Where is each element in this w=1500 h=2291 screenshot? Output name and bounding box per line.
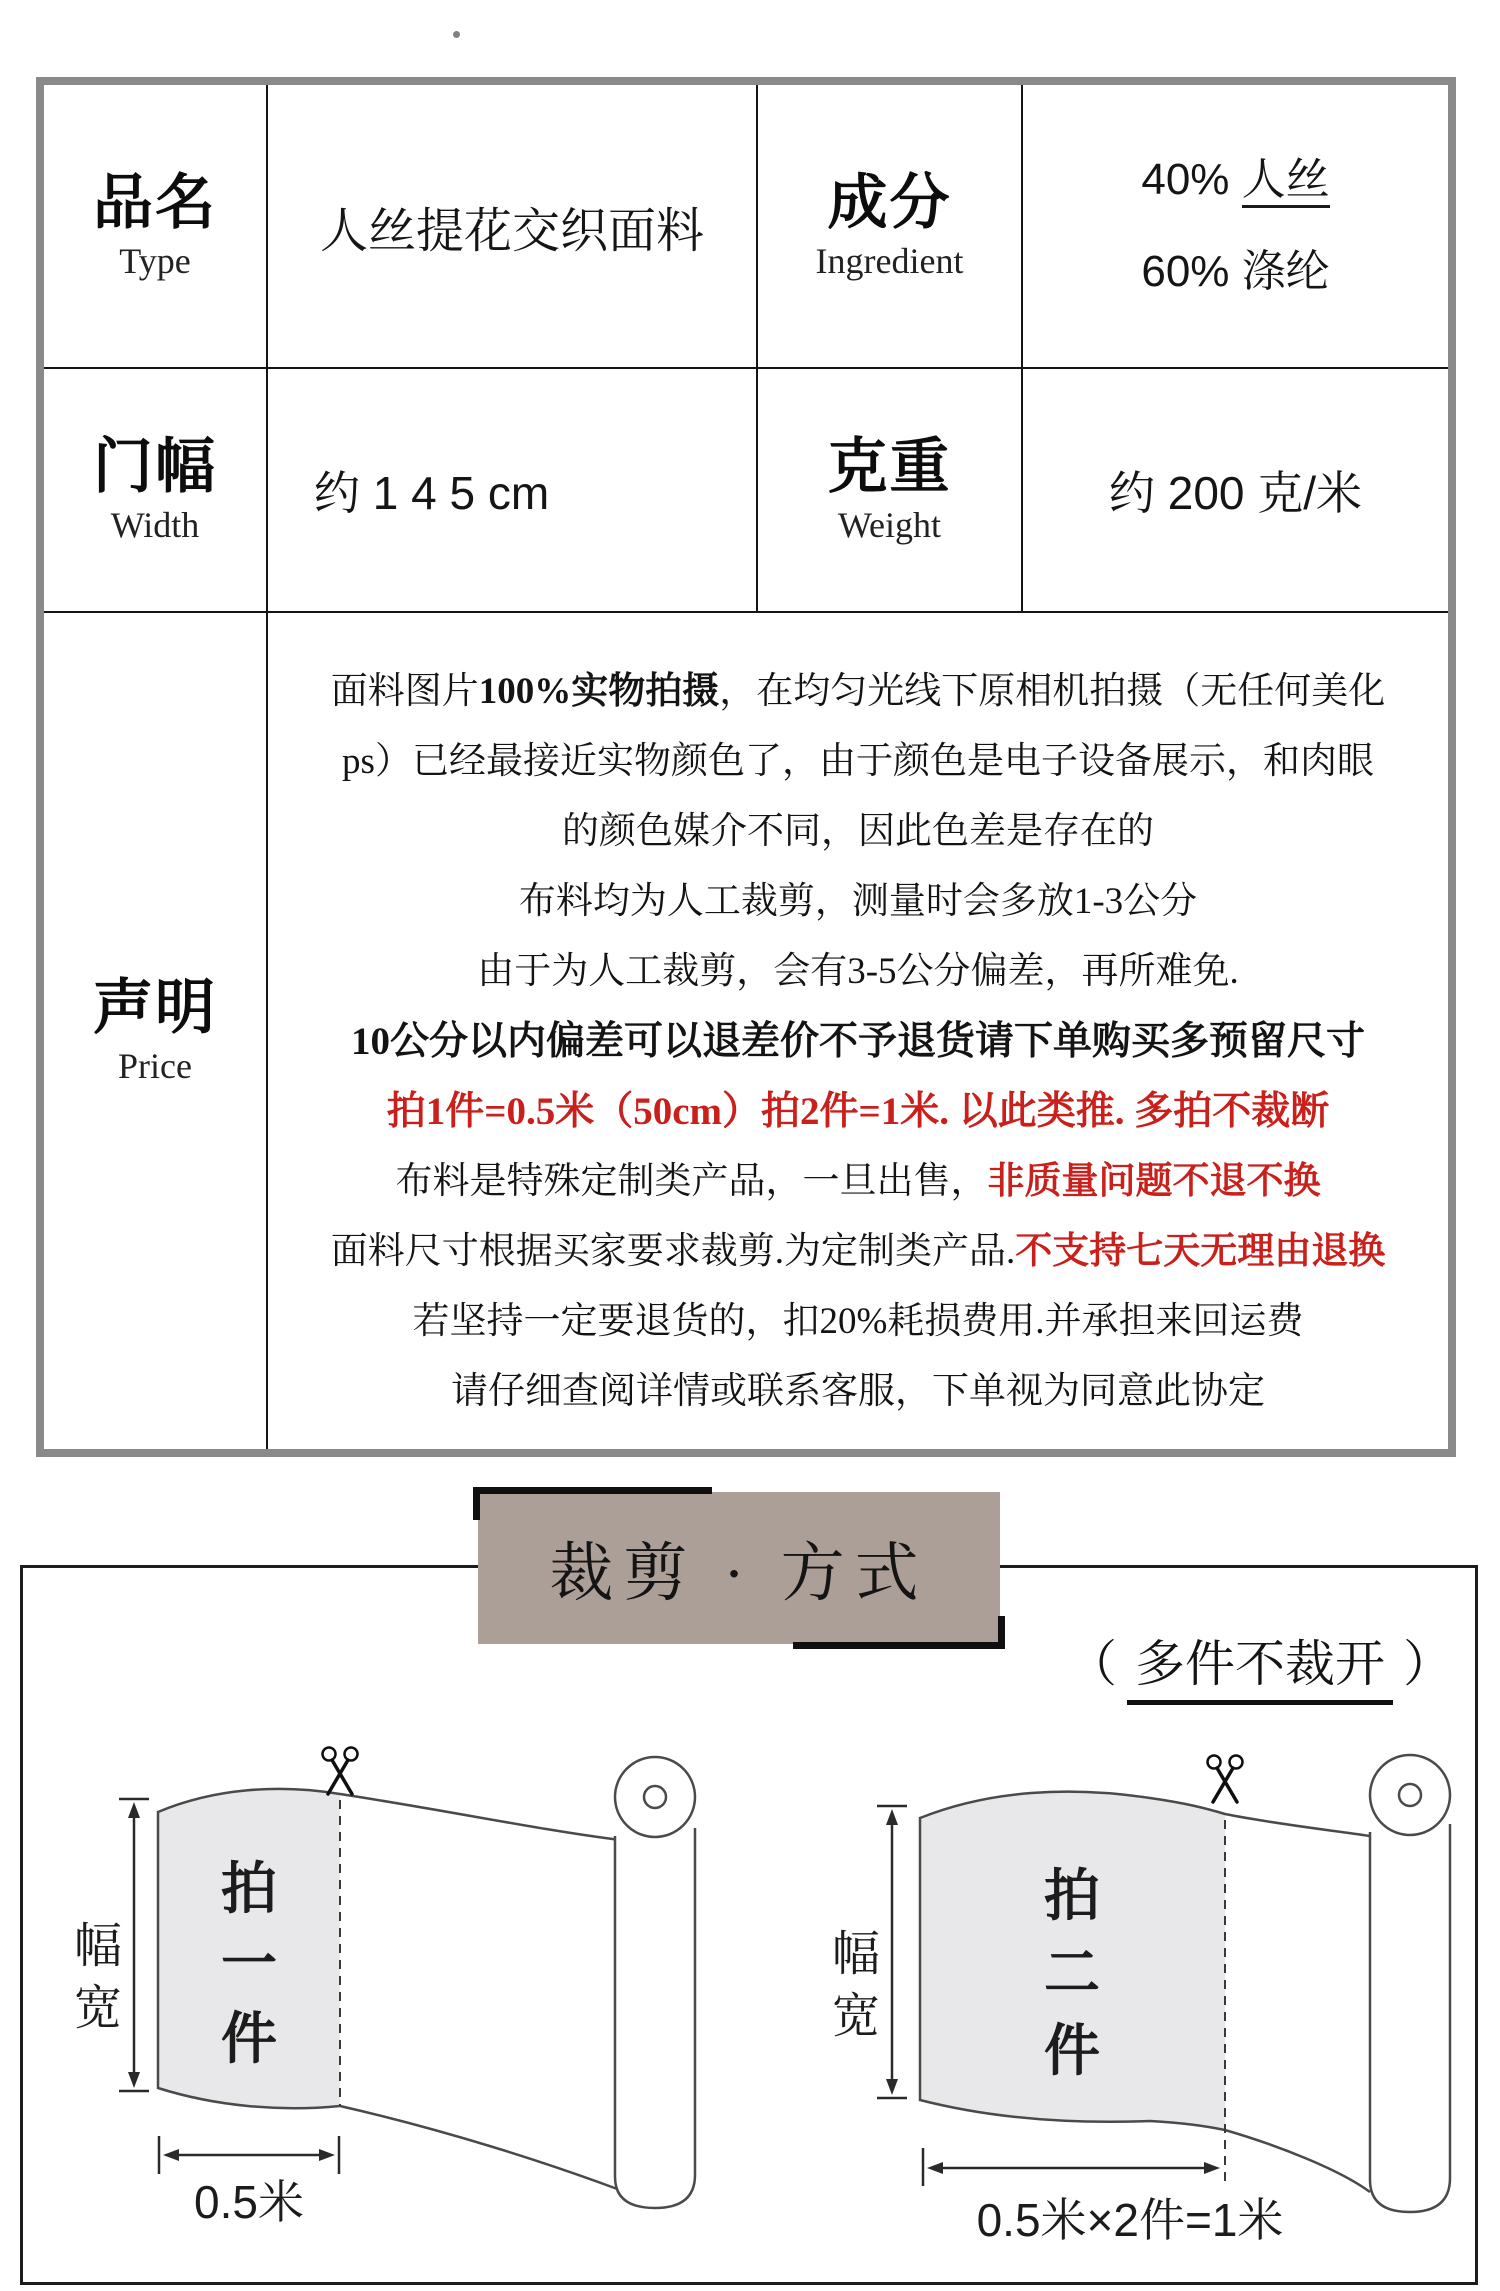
- ingredient-label-cn: 成分: [827, 170, 952, 236]
- arrowhead-left: [163, 2149, 179, 2161]
- notice-line-red: 拍1件=0.5米（50cm）拍2件=1米. 以此类推. 多拍不裁断: [386, 1090, 1330, 1133]
- type-label-en: Type: [119, 241, 191, 281]
- ingredient-line-1: [1141, 134, 1329, 226]
- width-dimension-arrow: [119, 1799, 149, 2091]
- width-char-2: 宽: [831, 1990, 881, 2043]
- stray-dot: [453, 31, 460, 38]
- length-dimension-arrow: [923, 2148, 1210, 2186]
- arrowhead-right: [1204, 2162, 1220, 2174]
- width-dimension-arrow: [877, 1806, 907, 2098]
- arrowhead-right: [319, 2149, 335, 2161]
- note-text: 多件不裁开: [1127, 1624, 1393, 1705]
- width-char-1: 幅: [831, 1928, 881, 1981]
- statement-label-en: Price: [118, 1046, 192, 1086]
- ingredient-line1-pct: 40%: [1141, 155, 1242, 204]
- type-label-cell: [44, 85, 266, 367]
- notice-line: 请仔细查阅详情或联系客服，下单视为同意此协定: [451, 1371, 1265, 1412]
- scissors-icon: [323, 1748, 358, 1795]
- ingredient-line-2: 60% 涤纶: [1141, 247, 1330, 296]
- arrowhead-left: [927, 2162, 943, 2174]
- fabric-roll-body: [615, 1828, 695, 2208]
- cutting-method-title: 裁剪 · 方式: [549, 1538, 929, 1609]
- statement-label-cn: 声明: [93, 975, 217, 1041]
- notice-l8-pre: 布料是特殊定制类产品，一旦出售，: [395, 1161, 988, 1202]
- notice-line: 由于为人工裁剪，会有3-5公分偏差，再所难免.: [477, 951, 1239, 992]
- fabric-roll-core: [644, 1786, 666, 1808]
- multi-piece-note: [1040, 1624, 1480, 1705]
- weight-label-en: Weight: [837, 505, 942, 545]
- ingredient-line1-name: 人丝: [1242, 155, 1330, 208]
- notice-l1-post: ，在均匀光线下原相机拍摄（无任何美化: [719, 671, 1386, 712]
- note-paren-open: （: [1067, 1636, 1117, 1692]
- weight-label-cn: 克重: [827, 434, 952, 500]
- fabric-roll-core: [1399, 1784, 1421, 1806]
- arrowhead-up: [886, 1809, 898, 1825]
- notice-l9-red: 不支持七天无理由退换: [1015, 1231, 1386, 1272]
- piece-char-3: 件: [1044, 2019, 1100, 2082]
- type-value-cell: [266, 85, 756, 367]
- length-dimension-arrow: [159, 2136, 339, 2174]
- notice-l8-red: 非质量问题不退不换: [987, 1161, 1321, 1202]
- arrowhead-down: [128, 2072, 140, 2088]
- width-value-cell: [266, 367, 756, 611]
- notice-line: 布料均为人工裁剪，测量时会多放1-3公分: [518, 881, 1198, 922]
- scissors-icon: [1208, 1756, 1243, 1803]
- weight-label-cell: [756, 367, 1021, 611]
- ingredient-label-en: Ingredient: [815, 241, 964, 281]
- width-value: 约 1 4 5 cm: [314, 467, 550, 519]
- cut-diagram-two-pieces: [820, 1740, 1490, 2250]
- length-label: 0.5米: [194, 2176, 304, 2228]
- ingredient-label-cell: [756, 85, 1021, 367]
- ingredient-values: [1141, 134, 1329, 318]
- piece-char-1: 拍: [221, 1857, 277, 1920]
- cutting-method-banner: [478, 1492, 1000, 1644]
- type-label-cn: 品名: [93, 170, 217, 236]
- fabric-roll-body: [1370, 1824, 1450, 2212]
- statement-label-cell: [44, 611, 266, 1449]
- spec-table: [36, 77, 1456, 1457]
- cut-diagram-one-piece: [55, 1740, 760, 2240]
- note-paren-close: ）: [1403, 1636, 1453, 1692]
- arrowhead-down: [886, 2079, 898, 2095]
- width-label-en: Width: [110, 505, 200, 545]
- piece-char-2: 二: [1044, 1941, 1100, 2004]
- notice-l1-bold: 100%实物拍摄: [478, 671, 720, 712]
- piece-char-1: 拍: [1044, 1864, 1100, 1927]
- notice-l9-pre: 面料尺寸根据买家要求裁剪.为定制类产品.: [330, 1231, 1016, 1272]
- width-label-cn: 门幅: [93, 434, 217, 500]
- notice-line: [331, 1217, 1386, 1287]
- notice-line: [396, 1147, 1321, 1217]
- statement-text-cell: [266, 611, 1448, 1449]
- width-char-2: 宽: [73, 1982, 123, 2035]
- notice-l1-pre: 面料图片: [330, 671, 479, 712]
- piece-char-2: 一: [221, 1932, 277, 1995]
- weight-value: 约 200 克/米: [1108, 467, 1363, 519]
- width-label-cell: [44, 367, 266, 611]
- notice-line-bold: 10公分以内偏差可以退差价不予退货请下单购买多预留尺寸: [350, 1020, 1365, 1063]
- length-label: 0.5米×2件=1米: [976, 2194, 1284, 2246]
- notice-line: [331, 657, 1386, 727]
- ingredient-value-cell: [1021, 85, 1448, 367]
- piece-char-3: 件: [221, 2007, 277, 2070]
- notice-line: ps）已经最接近实物颜色了，由于颜色是电子设备展示，和肉眼: [342, 741, 1374, 782]
- weight-value-cell: [1021, 367, 1448, 611]
- notice-line: 的颜色媒介不同，因此色差是存在的: [562, 811, 1154, 852]
- width-char-1: 幅: [73, 1920, 123, 1973]
- arrowhead-up: [128, 1802, 140, 1818]
- type-value: 人丝提花交织面料: [319, 204, 704, 258]
- notice-line: 若坚持一定要退货的，扣20%耗损费用.并承担来回运费: [412, 1301, 1304, 1342]
